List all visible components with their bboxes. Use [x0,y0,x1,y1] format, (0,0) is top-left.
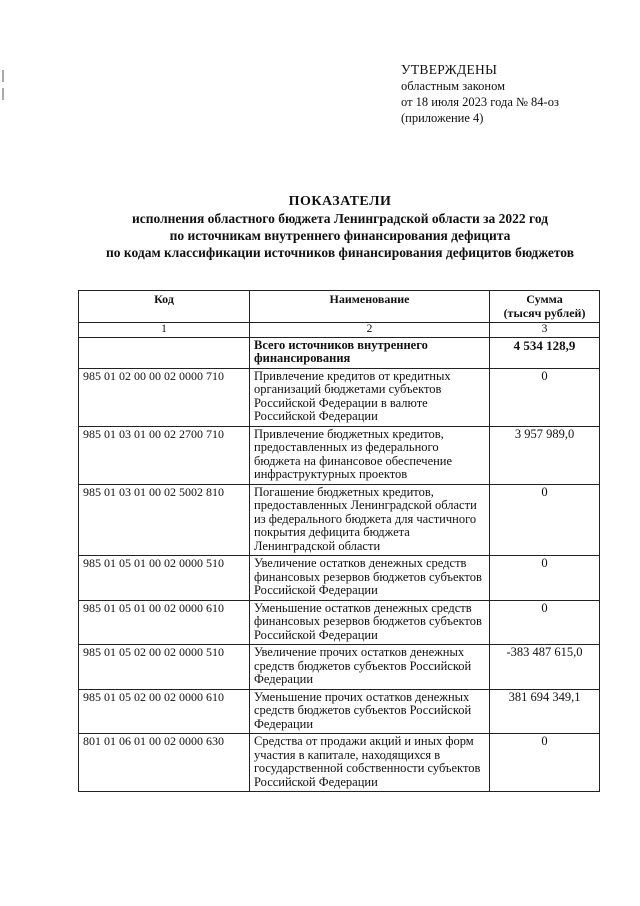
row-code: 985 01 05 02 00 02 0000 610 [79,689,250,734]
approval-block [401,62,631,126]
table-row [79,689,600,734]
row-amount: 0 [490,368,600,426]
row-code: 985 01 05 01 00 02 0000 510 [79,556,250,601]
row-amount: 3 957 989,0 [490,426,600,484]
row-name: Увеличение остатков денежных средств финансовых резервов бюджетов субъектов Российской Федерации [250,556,490,601]
row-amount: 0 [490,556,600,601]
total-code [79,337,250,368]
approval-line-2: от 18 июля 2023 года № 84-оз [401,95,559,109]
document-heading [60,193,620,261]
total-amount: 4 534 128,9 [490,337,600,368]
row-amount: 0 [490,734,600,792]
table-row [79,645,600,690]
heading-line-4: по кодам классификации источников финансирования дефицитов бюджетов [106,245,574,260]
row-name: Увеличение прочих остатков денежных средств бюджетов субъектов Российской Федерации [250,645,490,690]
total-name: Всего источников внутреннего финансирования [250,337,490,368]
row-name: Погашение бюджетных кредитов, предоставленных Ленинградской области из федерального бюджета для частичного покрытия дефицита бюджета Ленинградской области [250,484,490,556]
row-amount: 381 694 349,1 [490,689,600,734]
scan-edge-mark [2,88,4,100]
row-code: 801 01 06 01 00 02 0000 630 [79,734,250,792]
row-code: 985 01 05 02 00 02 0000 510 [79,645,250,690]
table-row [79,600,600,645]
header-code: Код [79,291,250,323]
row-code: 985 01 03 01 00 02 5002 810 [79,484,250,556]
approval-line-1: областным законом [401,79,506,93]
table-row [79,426,600,484]
row-code: 985 01 05 01 00 02 0000 610 [79,600,250,645]
column-number: 1 [79,323,250,338]
heading-line-3: по источникам внутреннего финансирования дефицита [169,228,511,243]
header-sum-title: Сумма [526,292,563,306]
header-sum-unit: (тысяч рублей) [503,305,586,320]
row-name: Уменьшение остатков денежных средств финансовых резервов бюджетов субъектов Российской Федерации [250,600,490,645]
row-code: 985 01 02 00 00 02 0000 710 [79,368,250,426]
table-header-row [79,291,600,323]
row-name: Уменьшение прочих остатков денежных средств бюджетов субъектов Российской Федерации [250,689,490,734]
row-amount: 0 [490,600,600,645]
approval-line-3: (приложение 4) [401,111,484,125]
column-number: 2 [250,323,490,338]
column-number-row [79,323,600,338]
table-row [79,734,600,792]
heading-line-2: исполнения областного бюджета Ленинградской области за 2022 год [131,211,549,226]
total-row [79,337,600,368]
header-name: Наименование [250,291,490,323]
row-name: Привлечение кредитов от кредитных организаций бюджетами субъектов Российской Федерации в валюте Российской Федерации [250,368,490,426]
heading-title: ПОКАЗАТЕЛИ [288,194,392,209]
row-name: Средства от продажи акций и иных форм участия в капитале, находящихся в государственной собственности субъектов Российской Федерации [250,734,490,792]
row-amount: 0 [490,484,600,556]
row-amount: -383 487 615,0 [490,645,600,690]
scan-edge-mark [2,70,4,82]
financing-sources-table [78,290,600,792]
table-row [79,368,600,426]
header-sum [490,291,600,323]
row-name: Привлечение бюджетных кредитов, предоставленных из федерального бюджета на финансовое обеспечение инфраструктурных проектов [250,426,490,484]
table-row [79,484,600,556]
row-code: 985 01 03 01 00 02 2700 710 [79,426,250,484]
table-row [79,556,600,601]
column-number: 3 [490,323,600,338]
approval-title: УТВЕРЖДЕНЫ [401,62,498,77]
